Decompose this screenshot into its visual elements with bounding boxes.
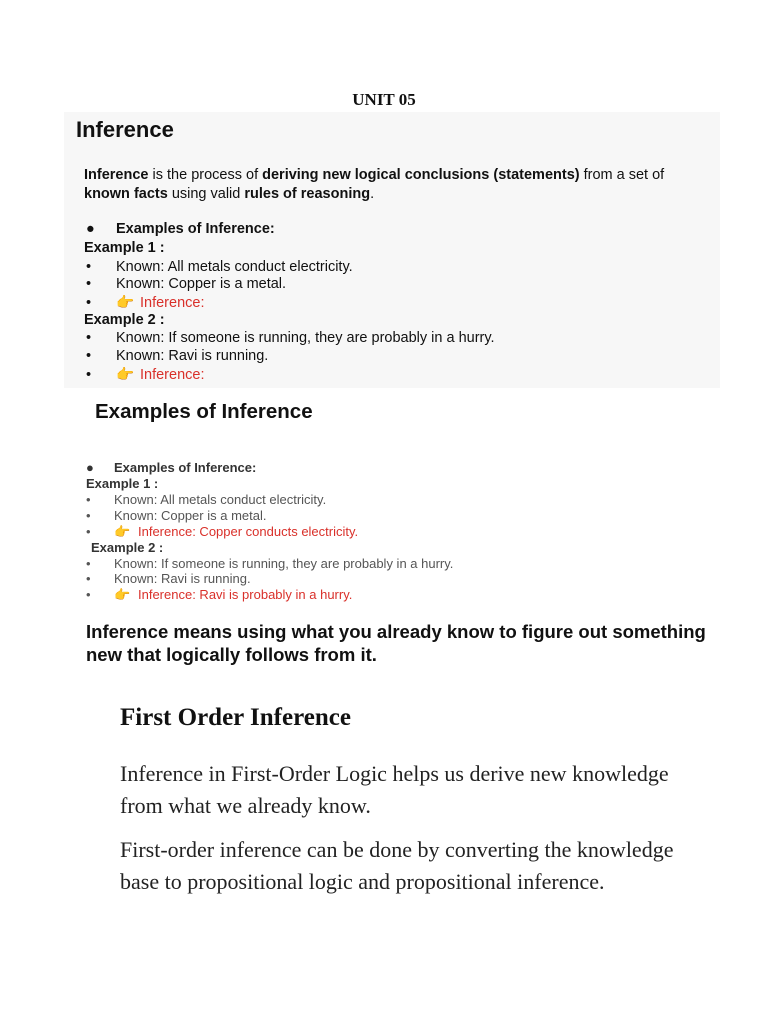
list-item-text: Known: Ravi is running.	[116, 348, 269, 364]
list-item	[86, 294, 205, 311]
inference-text: Inference: Copper conducts electricity.	[138, 524, 359, 539]
inference-title: Inference	[76, 117, 174, 142]
bullet-icon: •	[86, 348, 92, 364]
bullet-icon: •	[86, 587, 91, 602]
examples-heading	[86, 221, 275, 237]
def-bold: rules of reasoning	[244, 186, 371, 202]
pointing-hand-icon: 👉	[114, 524, 131, 539]
bullet-icon: ●	[86, 221, 95, 237]
list-item	[86, 348, 268, 364]
example1-label: Example 1 :	[86, 476, 159, 491]
bullet-icon: •	[86, 367, 92, 383]
examples-title: Examples of Inference	[95, 400, 313, 423]
examples-heading-text: Examples of Inference:	[116, 221, 275, 237]
list-item	[86, 366, 205, 383]
bullet-icon: •	[86, 508, 91, 523]
list-item	[86, 330, 495, 346]
example1-label: Example 1 :	[84, 240, 165, 256]
def-bold: known facts	[84, 186, 168, 202]
list-item	[86, 571, 251, 586]
bullet-icon: •	[86, 524, 91, 539]
examples-heading-text: Examples of Inference:	[114, 460, 257, 475]
list-item	[86, 259, 353, 275]
bullet-icon: •	[86, 276, 92, 292]
bullet-icon: •	[86, 556, 91, 571]
list-item	[86, 508, 266, 523]
inference-text: Inference:	[140, 295, 205, 311]
def-text: from a set of	[579, 167, 665, 183]
first-order-paragraph: Inference in First-Order Logic helps us derive new knowledge from what we already know.	[120, 761, 669, 818]
bullet-icon: •	[86, 295, 92, 311]
bullet-icon: •	[86, 571, 91, 586]
inference-definition	[84, 166, 714, 204]
list-item-text: Known: Copper is a metal.	[114, 508, 267, 523]
list-item-text: Known: All metals conduct electricity.	[116, 259, 353, 275]
list-item	[86, 556, 453, 571]
example2-label: Example 2 :	[84, 312, 165, 328]
list-item	[86, 524, 358, 540]
def-text: using valid	[167, 186, 245, 202]
list-item-text: Known: Ravi is running.	[114, 571, 251, 586]
def-bold: deriving new logical conclusions (statements)	[262, 167, 580, 183]
def-text: is the process of	[148, 167, 263, 183]
inference-text: Inference: Ravi is probably in a hurry.	[138, 587, 353, 602]
example2-label: Example 2 :	[91, 540, 164, 555]
pointing-hand-icon: 👉	[116, 367, 135, 383]
list-item-text: Known: If someone is running, they are probably in a hurry.	[116, 330, 495, 346]
list-item-text: Known: All metals conduct electricity.	[114, 492, 327, 507]
list-item	[86, 587, 352, 603]
list-item	[86, 492, 326, 507]
bullet-icon: •	[86, 492, 91, 507]
unit-heading: UNIT 05	[352, 90, 416, 109]
first-order-paragraph: First-order inference can be done by converting the knowledge base to propositional logic and propositional inference.	[120, 837, 674, 894]
inference-text: Inference:	[140, 367, 205, 383]
bullet-icon: •	[86, 330, 92, 346]
pointing-hand-icon: 👉	[116, 295, 135, 311]
list-item-text: Known: If someone is running, they are probably in a hurry.	[114, 556, 454, 571]
inference-summary: Inference means using what you already know to figure out something new that logically follows from it.	[86, 621, 706, 665]
first-order-title: First Order Inference	[120, 704, 351, 731]
def-text: .	[370, 186, 375, 202]
list-item	[86, 276, 286, 292]
pointing-hand-icon: 👉	[114, 587, 131, 602]
bullet-icon: ●	[86, 460, 94, 475]
list-item-text: Known: Copper is a metal.	[116, 276, 287, 292]
examples-heading	[86, 460, 256, 475]
bullet-icon: •	[86, 259, 92, 275]
def-term: Inference	[84, 167, 149, 183]
